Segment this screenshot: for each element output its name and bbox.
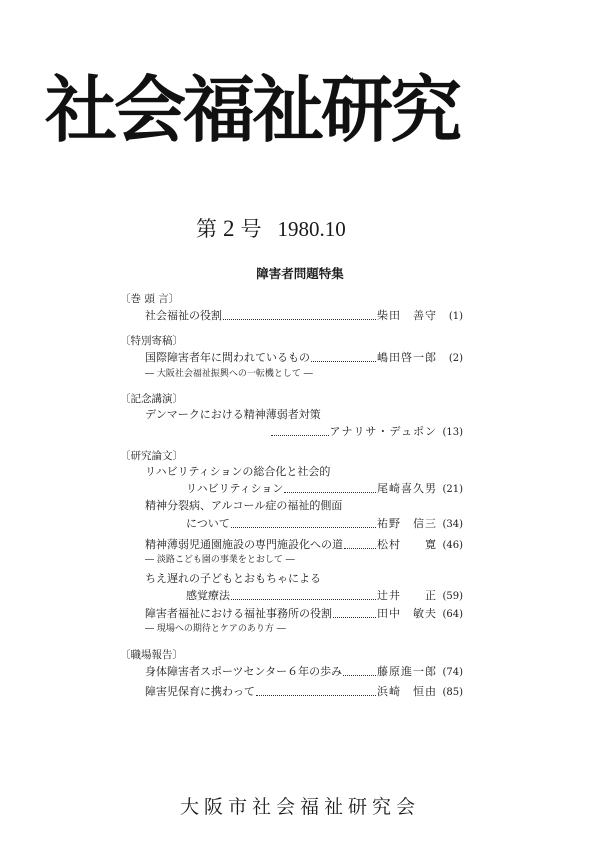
entry-author: 松村 寛 <box>377 538 437 551</box>
entry-title: ちえ遅れの子どもとおもちゃによる <box>145 572 321 585</box>
dot-leader <box>271 426 329 436</box>
section-heading-special-contribution: 〔特別寄稿〕 <box>120 335 183 347</box>
entry-author: 嶋田啓一郎 <box>377 351 437 364</box>
entry-title-continued: リハビリティション <box>186 482 284 495</box>
entry-author: 藤原進一郎 <box>377 665 437 678</box>
entry-page: (74) <box>442 667 463 678</box>
section-heading-workplace-reports: 〔職場報告〕 <box>120 649 183 661</box>
issue-suffix: 号 <box>240 217 262 241</box>
entry-title: 社会福祉の役割 <box>145 309 222 322</box>
entry-author: 浜崎 恒由 <box>377 685 437 698</box>
entry-title: 身体障害者スポーツセンター６年の歩み <box>145 665 343 678</box>
entry-subtitle: ― 大阪社会福祉振興への一転機として ― <box>145 369 313 379</box>
entry-title: 精神薄弱児通園施設の専門施設化への道 <box>145 538 343 551</box>
entry-title: デンマークにおける精神薄弱者対策 <box>145 408 321 421</box>
journal-title: 社会福祉研究 <box>45 67 460 152</box>
entry-page: (13) <box>442 427 463 438</box>
toc-entry <box>270 424 463 440</box>
entry-page: (59) <box>442 591 463 602</box>
entry-page: (2) <box>448 353 463 364</box>
entry-author: 柴田 善守 <box>377 309 437 322</box>
dot-leader <box>333 608 376 618</box>
entry-subtitle: ― 現場への期待とケアのあり方 ― <box>145 624 286 634</box>
special-feature-title: 障害者問題特集 <box>256 266 344 281</box>
entry-subtitle: ― 淡路こども園の事業をとおして ― <box>145 555 295 565</box>
toc-entry <box>186 516 463 532</box>
entry-page: (46) <box>442 540 463 551</box>
entry-author: 祐野 信三 <box>377 517 437 530</box>
entry-author: 田中 敏夫 <box>377 607 437 620</box>
entry-author: 辻井 正 <box>377 589 437 602</box>
dot-leader <box>256 686 376 696</box>
entry-author: アナリサ・デュポン <box>329 425 437 438</box>
toc-entry <box>186 481 463 497</box>
dot-leader <box>231 590 376 600</box>
entry-title: 国際障害者年に問われているもの <box>145 351 310 364</box>
issue-date: 1980.10 <box>277 217 346 241</box>
issue-number: 2 <box>223 216 235 241</box>
toc-entry <box>145 350 463 366</box>
entry-title: 精神分裂病、アルコール症の福祉的側面 <box>145 499 343 512</box>
dot-leader <box>311 352 376 362</box>
toc-entry <box>145 684 463 700</box>
section-heading-memorial-lecture: 〔記念講演〕 <box>120 393 183 405</box>
issue-prefix: 第 <box>196 217 217 241</box>
entry-page: (64) <box>442 609 463 620</box>
dot-leader <box>343 666 376 676</box>
entry-title-continued: 感覚療法 <box>186 589 230 602</box>
section-heading-foreword: 〔巻 頭 言〕 <box>120 293 180 305</box>
entry-page: (34) <box>442 519 463 530</box>
section-heading-research-papers: 〔研究論文〕 <box>120 450 183 462</box>
publisher-name: 大阪市社会福祉研究会 <box>179 796 420 818</box>
toc-entry <box>145 537 463 553</box>
entry-title: 障害者福祉における福祉事務所の役割 <box>145 607 332 620</box>
toc-entry <box>145 606 463 622</box>
entry-page: (21) <box>442 484 463 495</box>
dot-leader <box>344 539 376 549</box>
entry-title: リハビリティションの総合化と社会的 <box>145 465 331 478</box>
entry-title-continued: について <box>186 517 230 530</box>
entry-page: (1) <box>448 311 463 322</box>
toc-entry <box>145 308 463 324</box>
dot-leader <box>284 483 376 493</box>
entry-author: 尾崎喜久男 <box>377 482 437 495</box>
entry-page: (85) <box>442 687 463 698</box>
dot-leader <box>231 518 376 528</box>
dot-leader <box>223 310 376 320</box>
entry-title: 障害児保育に携わって <box>145 685 255 698</box>
toc-entry <box>186 588 463 604</box>
toc-entry <box>145 664 463 680</box>
